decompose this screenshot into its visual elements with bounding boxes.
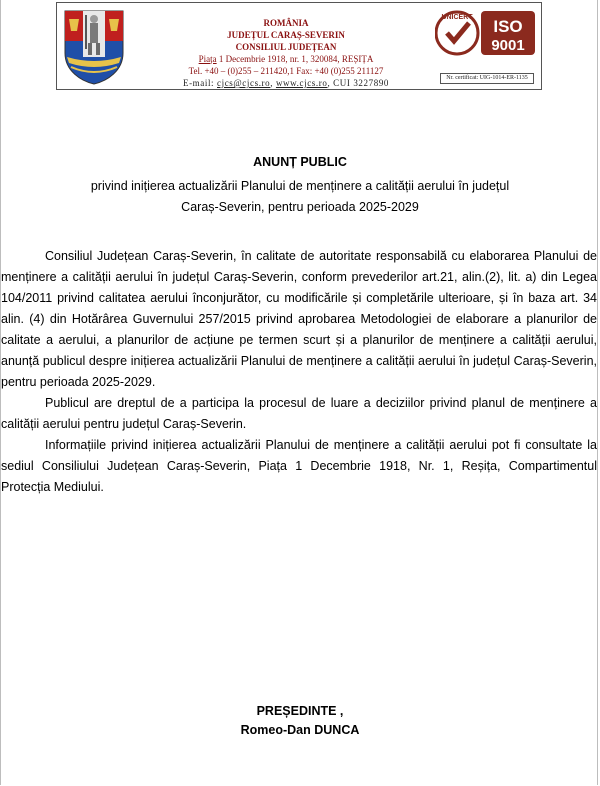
signature-name: Romeo-Dan DUNCA	[240, 723, 360, 737]
announcement-body	[1, 246, 597, 498]
letterhead-text	[149, 17, 423, 89]
announcement-heading	[0, 152, 600, 218]
letterhead-address	[149, 53, 423, 65]
letterhead-council: CONSILIUL JUDEȚEAN	[235, 42, 337, 52]
letterhead-email-link[interactable]: cjcs@cjcs.ro	[217, 78, 271, 88]
certificate-number: Nr. certificat: UIG-1014-ER-1135	[440, 73, 534, 84]
letterhead-address-rest: 1 Decembrie 1918, nr. 1, 320084, REȘIȚA	[216, 54, 374, 64]
letterhead-country: ROMÂNIA	[263, 18, 309, 28]
announcement-subtitle-line1: privind inițierea actualizării Planului de menținere a calității aerului în județul	[90, 179, 510, 193]
letterhead-website-link[interactable]: www.cjcs.ro	[275, 78, 328, 88]
announcement-subtitle-line2: Caraș-Severin, pentru perioada 2025-2029	[181, 200, 419, 214]
announcement-title: ANUNȚ PUBLIC	[253, 155, 347, 169]
letterhead-email-label: E-mail:	[182, 78, 218, 88]
paragraph-2: Publicul are dreptul de a participa la procesul de luare a deciziilor privind planul de menținere a calității aerului pentru județul Caraș-Severin.	[1, 396, 597, 431]
letterhead-contact	[149, 77, 423, 89]
paragraph-3: Informațiile privind inițierea actualizării Planului de menținere a calității aerului pot fi consultate la sediul Consiliului Județean Caraș-Severin, Piața 1 Decembrie 1918, Nr. 1, Reșița, Compartimentul Protecția Mediului.	[1, 438, 597, 494]
paragraph-1: Consiliul Județean Caraș-Severin, în calitate de autoritate responsabilă cu elaborarea Planului de menținere a calității aerului în județul Caraș-Severin, conform prevederilor art.21, alin.(2), lit. a) din Legea 104/2011 privind calitatea aerului înconjurător, cu modificările și completările ulterioare, și în baza art. 34 alin. (4) din Hotărârea Guvernului 257/2015 privind aprobarea Metodologiei de elaborare a planurilor de calitate a aerului, a planurilor de acțiune pe termen scurt și a planurilor de menținere a calității aerului, anunță publicul despre inițierea actualizării Planului de menținere a calității aerului în județul Caraș-Severin, pentru perioada 2025-2029.	[1, 249, 597, 389]
iso-text: ISO	[493, 17, 523, 36]
letterhead-cui: , CUI 3227890	[327, 78, 390, 88]
letterhead-phone-fax: Tel. +40 – (0)255 – 211420,1 Fax: +40 (0)255 211127	[188, 66, 384, 76]
iso-certification-logo	[435, 5, 539, 71]
letterhead-address-street: Piața	[198, 54, 217, 64]
coat-of-arms-icon	[61, 5, 127, 85]
letterhead	[56, 2, 542, 90]
signature-block	[0, 702, 600, 740]
iso-logo-text: UNICERT	[441, 14, 473, 21]
iso-number: 9001	[491, 37, 525, 54]
signature-role: PREȘEDINTE ,	[256, 704, 344, 718]
letterhead-sep: ,	[270, 78, 276, 88]
letterhead-county: JUDEȚUL CARAȘ-SEVERIN	[227, 30, 345, 40]
